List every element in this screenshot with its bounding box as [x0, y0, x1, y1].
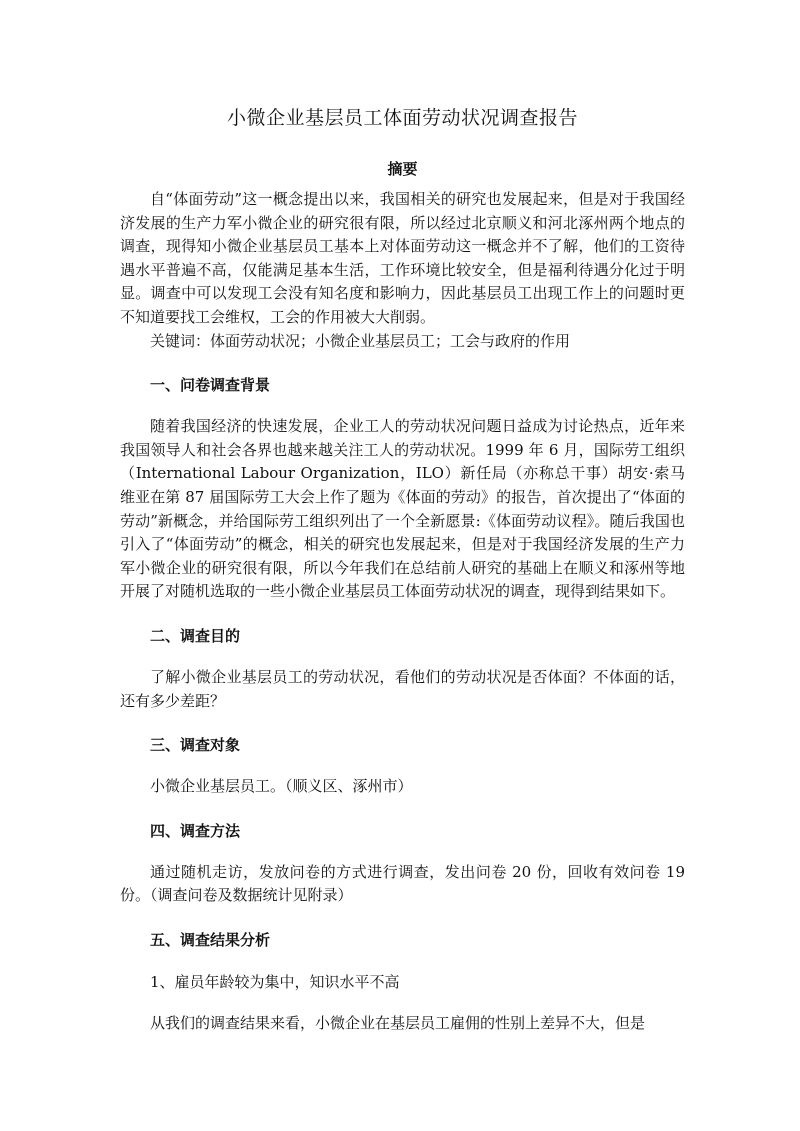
document-content: [120, 103, 685, 1035]
section-body-method: 通过随机走访，发放问卷的方式进行调查，发出问卷 20 份，回收有效问卷 19 份。（调查问卷及数据统计见附录）: [120, 862, 685, 905]
section-heading-method: 四、调查方法: [150, 821, 241, 840]
abstract-paragraph: 自“体面劳动”这一概念提出以来，我国相关的研究也发展起来，但是对于我国经济发展的生产力军小微企业的研究很有限，所以经过北京顺义和河北涿州两个地点的调查，现得知小微企业基层员工基本上对体面劳动这一概念并不了解，他们的工资待遇水平普遍不高，仅能满足基本生活，工作环境比较安全，但是福利待遇分化过于明显。调查中可以发现工会没有知名度和影响力，因此基层员工出现工作上的问题时更不知道要找工会维权，工会的作用被大大削弱。: [120, 190, 685, 326]
section-heading-subjects: 三、调查对象: [150, 736, 241, 755]
abstract-heading: 摘要: [387, 160, 418, 178]
document-title: 小微企业基层员工体面劳动状况调查报告: [226, 107, 578, 129]
section-body-subjects: 小微企业基层员工。（顺义区、涿州市）: [150, 777, 413, 796]
section-body-background: 随着我国经济的快速发展，企业工人的劳动状况问题日益成为讨论热点，近年来我国领导人和社会各界也越来越关注工人的劳动状况。1999 年 6 月，国际劳工组织（International Labour Organization，ILO）新任局（亦称总干事）胡安·索马维亚在第 87 届国际劳工大会上作了题为《体面的劳动》的报告，首次提出了“体面的劳动”新概念，并给国际劳工组织列出了一个全新愿景:《体面劳动议程》。随后我国也引入了“体面劳动”的概念，相关的研究也发展起来，但是对于我国经济发展的生产力军小微企业的研究很有限，所以今年我们在总结前人研究的基础上在顺义和涿州等地开展了对随机选取的一些小微企业基层员工体面劳动状况的调查，现得到结果如下。: [120, 417, 685, 601]
keywords-line: 关键词：体面劳动状况；小微企业基层员工；工会与政府的作用: [150, 331, 571, 350]
section-heading-background: 一、问卷调查背景: [150, 376, 271, 395]
subsection-heading-age: 1、雇员年龄较为集中，知识水平不高: [150, 972, 400, 991]
section-heading-purpose: 二、调查目的: [150, 626, 241, 645]
section-body-purpose: 了解小微企业基层员工的劳动状况，看他们的劳动状况是否体面？不体面的话，还有多少差距？: [120, 667, 685, 710]
subsection-body-age: 从我们的调查结果来看，小微企业在基层员工雇佣的性别上差异不大，但是: [150, 1013, 646, 1032]
section-heading-results: 五、调查结果分析: [150, 930, 271, 949]
